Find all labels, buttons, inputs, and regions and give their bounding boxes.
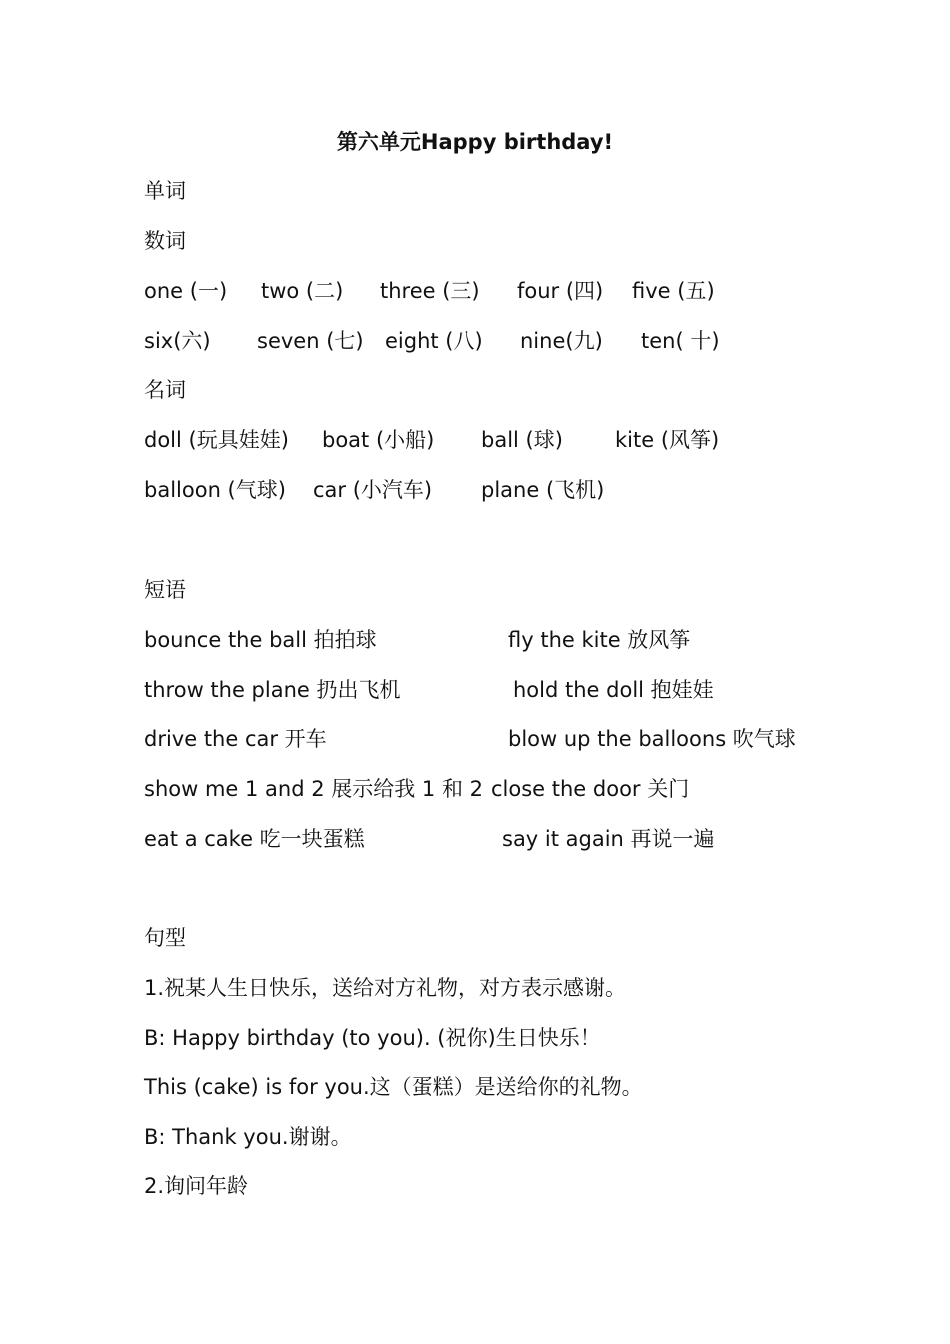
noun-balloon: balloon (气球)	[144, 478, 286, 502]
numeral-eight: eight (八)	[385, 329, 483, 353]
numeral-two: two (二)	[261, 279, 344, 303]
noun-ball: ball (球)	[481, 428, 563, 452]
nouns-heading: 名词	[144, 378, 186, 402]
sentence-line: 1.祝某人生日快乐，送给对方礼物，对方表示感谢。	[144, 976, 627, 1000]
phrase-left: show me 1 and 2 展示给我 1 和 2	[144, 777, 484, 801]
numeral-ten: ten( 十)	[641, 329, 720, 353]
phrase-right: close the door 关门	[491, 777, 690, 801]
phrase-left: throw the plane 扔出飞机	[144, 678, 401, 702]
numeral-seven: seven (七)	[257, 329, 364, 353]
numeral-five: five (五)	[632, 279, 715, 303]
sentences-heading: 句型	[144, 926, 186, 950]
noun-plane: plane (飞机)	[481, 478, 605, 502]
numeral-three: three (三)	[380, 279, 480, 303]
phrase-right: fly the kite 放风筝	[508, 628, 691, 652]
phrase-right: blow up the balloons 吹气球	[508, 727, 796, 751]
phrase-right: hold the doll 抱娃娃	[513, 678, 714, 702]
numerals-heading: 数词	[144, 229, 186, 253]
noun-kite: kite (风筝)	[615, 428, 720, 452]
sentence-line: This (cake) is for you.这（蛋糕）是送给你的礼物。	[144, 1075, 643, 1099]
numeral-one: one (一)	[144, 279, 228, 303]
page-title: 第六单元Happy birthday!	[336, 130, 614, 154]
phrase-left: bounce the ball 拍拍球	[144, 628, 377, 652]
sentence-line: 2.询问年龄	[144, 1174, 249, 1198]
phrases-heading: 短语	[144, 578, 186, 602]
noun-doll: doll (玩具娃娃)	[144, 428, 289, 452]
numeral-four: four (四)	[517, 279, 604, 303]
phrase-left: drive the car 开车	[144, 727, 327, 751]
numeral-six: six(六)	[144, 329, 211, 353]
noun-boat: boat (小船)	[322, 428, 435, 452]
numeral-nine: nine(九)	[520, 329, 603, 353]
sentence-line: B: Happy birthday (to you). (祝你)生日快乐！	[144, 1026, 601, 1050]
words-heading: 单词	[144, 179, 186, 203]
phrase-right: say it again 再说一遍	[502, 827, 715, 851]
noun-car: car (小汽车)	[313, 478, 433, 502]
sentence-line: B: Thank you.谢谢。	[144, 1125, 352, 1149]
phrase-left: eat a cake 吃一块蛋糕	[144, 827, 365, 851]
